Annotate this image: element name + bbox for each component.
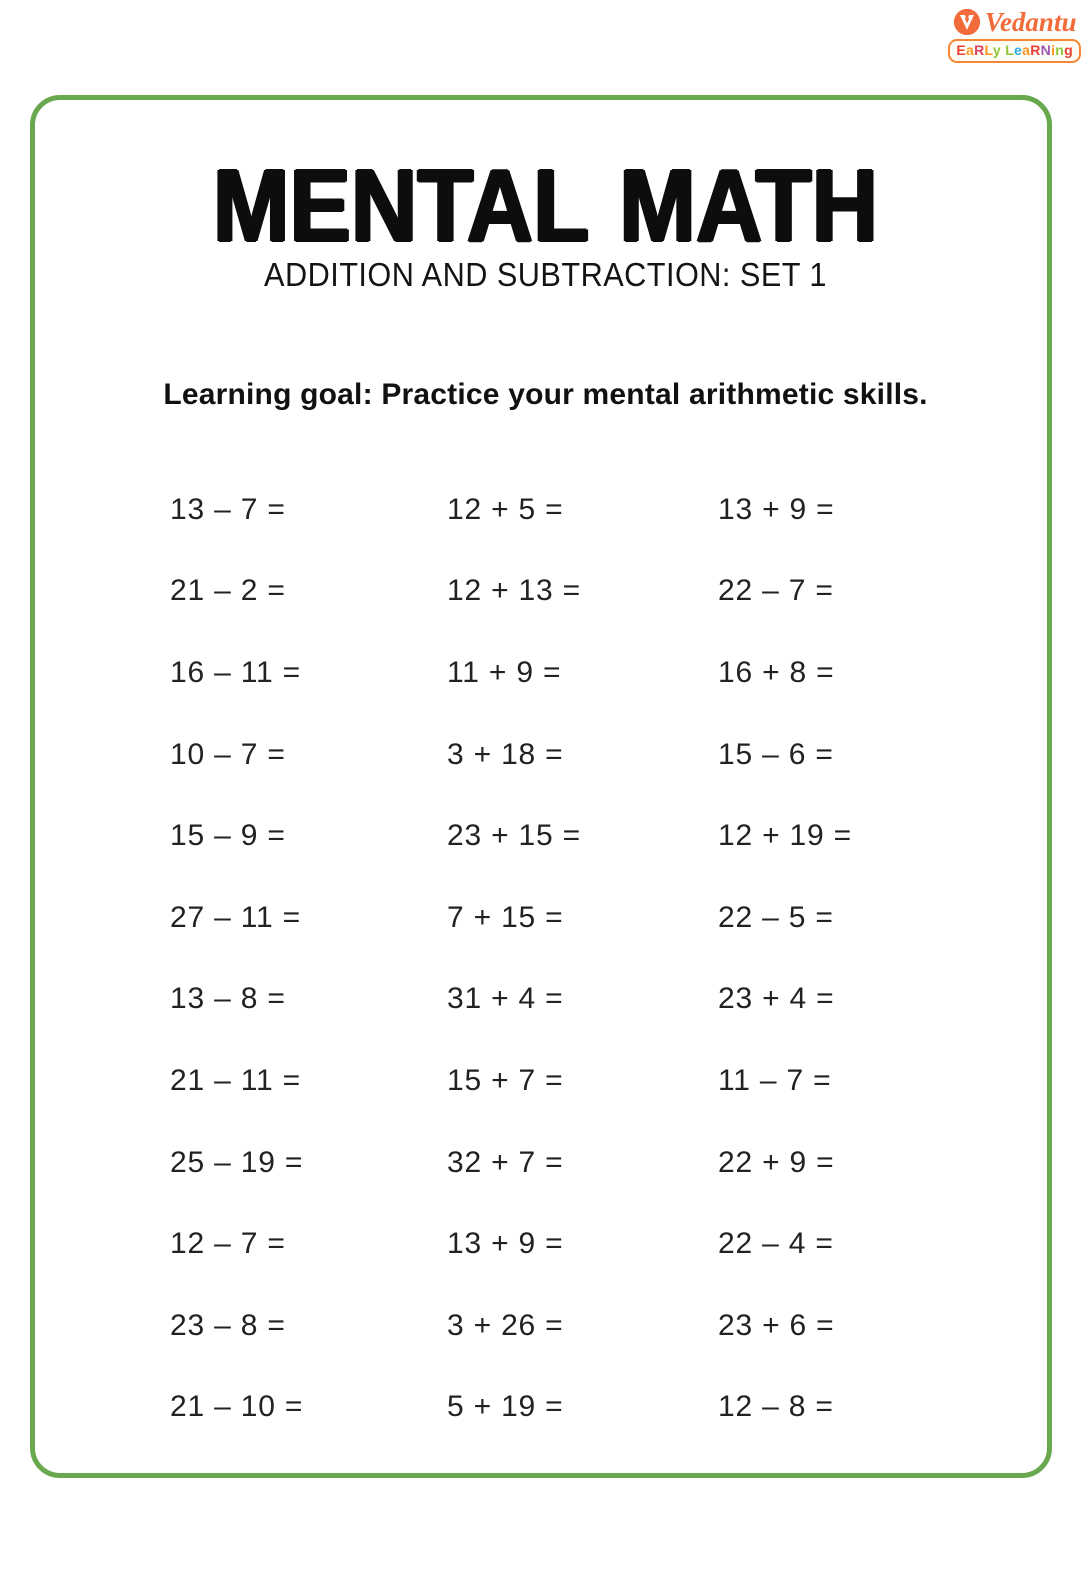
problem: 21 – 11 = bbox=[170, 1063, 301, 1097]
problem: 23 + 4 = bbox=[718, 982, 835, 1016]
problem: 11 + 9 = bbox=[447, 655, 562, 689]
problem: 7 + 15 = bbox=[447, 900, 564, 934]
problem: 13 – 7 = bbox=[170, 492, 286, 526]
problem: 21 – 10 = bbox=[170, 1390, 304, 1424]
tagline-letter: a bbox=[966, 42, 975, 58]
vedantu-v-icon bbox=[953, 8, 981, 36]
problem: 32 + 7 = bbox=[447, 1145, 564, 1179]
problem: 21 – 2 = bbox=[170, 574, 286, 608]
tagline-letter: n bbox=[1055, 42, 1065, 58]
problem: 31 + 4 = bbox=[447, 982, 564, 1016]
vedantu-logo bbox=[948, 8, 1081, 63]
problem: 3 + 18 = bbox=[447, 737, 564, 771]
problems-grid bbox=[170, 469, 930, 1448]
page-title: MENTAL MATH bbox=[212, 149, 879, 264]
tagline-letter: E bbox=[956, 42, 967, 58]
problem: 11 – 7 = bbox=[718, 1063, 832, 1097]
vedantu-brand-text: Vedantu bbox=[984, 6, 1077, 37]
problem: 23 + 15 = bbox=[447, 819, 581, 853]
problem: 15 – 9 = bbox=[170, 819, 286, 853]
problem: 23 – 8 = bbox=[170, 1308, 286, 1342]
problem: 12 + 13 = bbox=[447, 574, 581, 608]
problem: 12 + 5 = bbox=[447, 492, 564, 526]
problem: 15 – 6 = bbox=[718, 737, 834, 771]
problem: 16 – 11 = bbox=[170, 655, 301, 689]
tagline-letter: L bbox=[1005, 42, 1015, 58]
tagline-letter: g bbox=[1064, 42, 1073, 58]
problem: 12 + 19 = bbox=[718, 819, 852, 853]
problem: 13 – 8 = bbox=[170, 982, 286, 1016]
tagline-letter: R bbox=[1030, 42, 1041, 58]
tagline-letter: L bbox=[984, 42, 993, 58]
problem: 27 – 11 = bbox=[170, 900, 301, 934]
problem: 15 + 7 = bbox=[447, 1063, 564, 1097]
tagline-letter: R bbox=[974, 42, 985, 58]
tagline-letter: i bbox=[1051, 42, 1056, 58]
early-learning-badge bbox=[948, 39, 1081, 63]
tagline-letter: y bbox=[992, 42, 1001, 58]
problem: 16 + 8 = bbox=[718, 655, 835, 689]
problem: 25 – 19 = bbox=[170, 1145, 304, 1179]
problem: 22 – 7 = bbox=[718, 574, 834, 608]
tagline-letter: e bbox=[1014, 42, 1023, 58]
problem: 12 – 8 = bbox=[718, 1390, 834, 1424]
problem: 10 – 7 = bbox=[170, 737, 286, 771]
problem: 22 + 9 = bbox=[718, 1145, 835, 1179]
problem: 22 – 5 = bbox=[718, 900, 834, 934]
problem: 13 + 9 = bbox=[447, 1227, 564, 1261]
problem: 3 + 26 = bbox=[447, 1308, 564, 1342]
learning-goal-text: Learning goal: Practice your mental arithmetic skills. bbox=[163, 378, 928, 411]
problem: 13 + 9 = bbox=[718, 492, 835, 526]
problem: 22 – 4 = bbox=[718, 1227, 834, 1261]
vedantu-logo-row bbox=[953, 8, 1077, 36]
problem: 5 + 19 = bbox=[447, 1390, 564, 1424]
tagline-letter: a bbox=[1022, 42, 1031, 58]
page-subtitle: ADDITION AND SUBTRACTION: SET 1 bbox=[264, 256, 827, 293]
tagline-letter: N bbox=[1040, 42, 1052, 58]
problem: 12 – 7 = bbox=[170, 1227, 286, 1261]
problem: 23 + 6 = bbox=[718, 1308, 835, 1342]
